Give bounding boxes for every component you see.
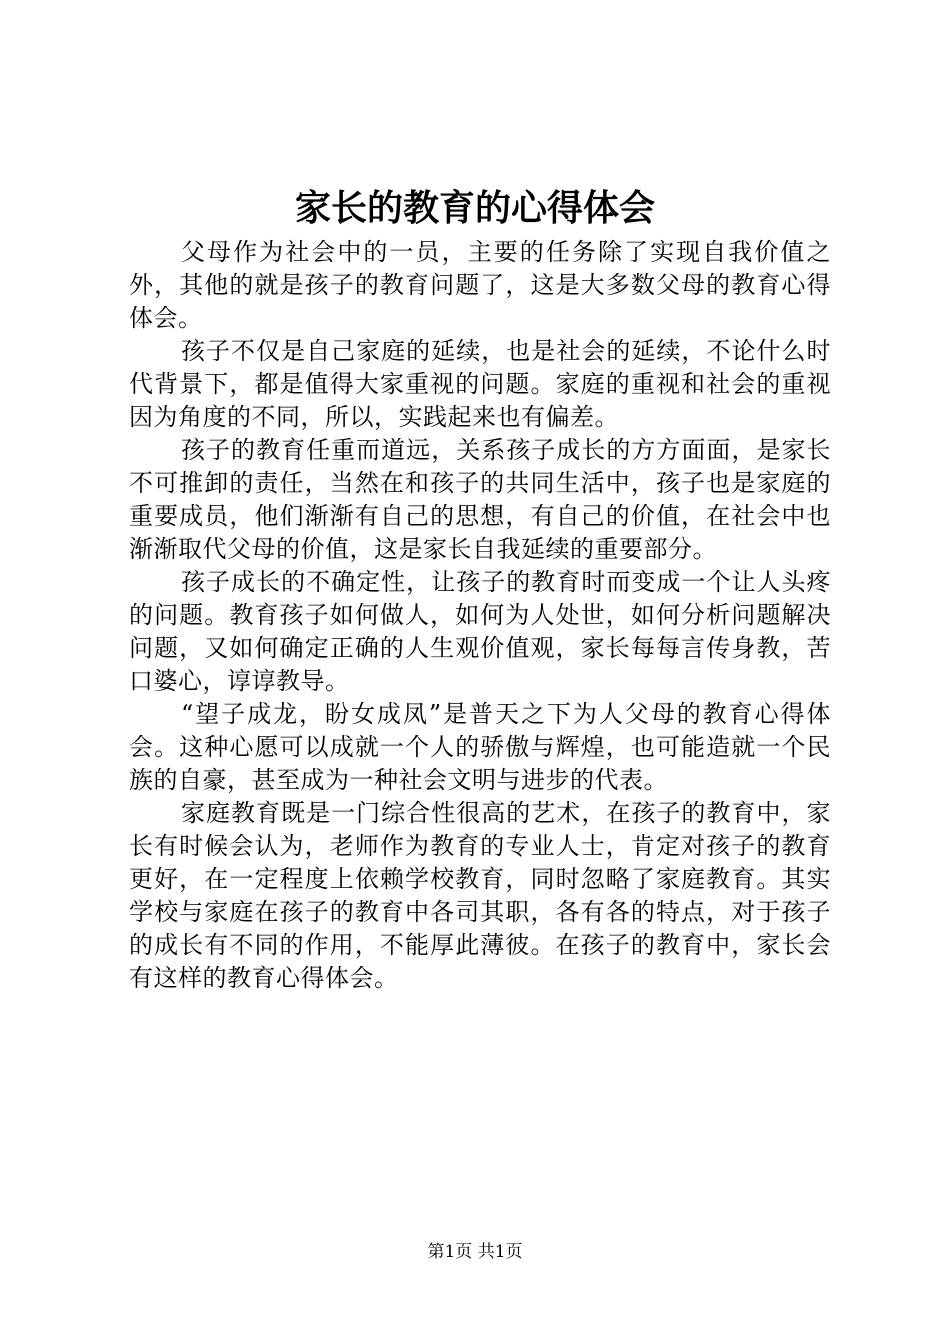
paragraph-2: 孩子不仅是自己家庭的延续，也是社会的延续，不论什么时代背景下，都是值得大家重视的问题。家庭的重视和社会的重视因为角度的不同，所以，实践起来也有偏差。	[129, 337, 831, 431]
paragraph-5: “望子成龙，盼女成凤”是普天之下为人父母的教育心得体会。这种心愿可以成就一个人的骄傲与辉煌，也可能造就一个民族的自豪，甚至成为一种社会文明与进步的代表。	[129, 700, 831, 794]
paragraph-3: 孩子的教育任重而道远，关系孩子成长的方方面面，是家长不可推卸的责任，当然在和孩子的共同生活中，孩子也是家庭的重要成员，他们渐渐有自己的思想，有自己的价值，在社会中也渐渐取代父母的价值，这是家长自我延续的重要部分。	[129, 436, 831, 563]
paragraph-4: 孩子成长的不确定性，让孩子的教育时而变成一个让人头疼的问题。教育孩子如何做人，如何为人处世，如何分析问题解决问题，又如何确定正确的人生观价值观，家长每每言传身教，苦口婆心，谆谆教导。	[129, 568, 831, 695]
page-footer: 第1页 共1页	[427, 1242, 523, 1262]
document-body	[129, 236, 831, 995]
document-title: 家长的教育的心得体会	[294, 187, 655, 229]
paragraph-1: 父母作为社会中的一员，主要的任务除了实现自我价值之外，其他的就是孩子的教育问题了，这是大多数父母的教育心得体会。	[129, 238, 831, 332]
paragraph-6: 家庭教育既是一门综合性很高的艺术，在孩子的教育中，家长有时候会认为，老师作为教育的专业人士，肯定对孩子的教育更好，在一定程度上依赖学校教育，同时忽略了家庭教育。其实学校与家庭在孩子的教育中各司其职，各有各的特点，对于孩子的成长有不同的作用，不能厚此薄彼。在孩子的教育中，家长会有这样的教育心得体会。	[129, 799, 831, 992]
